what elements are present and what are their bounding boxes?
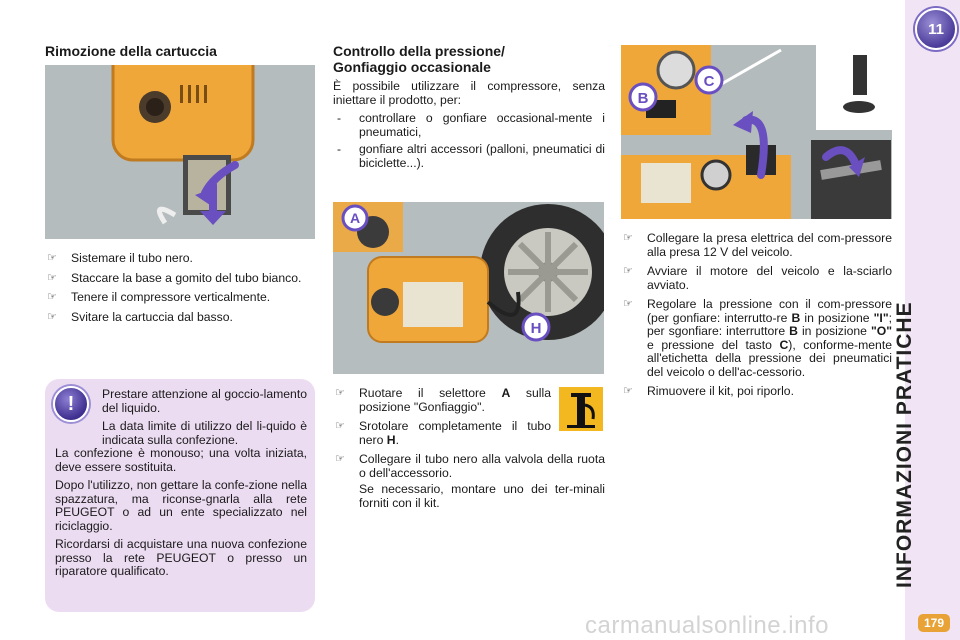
- cartridge-illustration: [45, 65, 315, 239]
- pointing-hand-icon: ☞: [335, 387, 345, 399]
- warning-icon: !: [53, 386, 89, 422]
- watermark: carmanualsonline.info: [585, 612, 829, 639]
- inflation-illustration: [333, 202, 604, 374]
- warning-paragraph: Prestare attenzione al goccio-lamento del liquido.: [102, 387, 307, 415]
- list-item: ☞ Rimuovere il kit, poi riporlo.: [623, 384, 794, 398]
- warning-paragraph: Ricordarsi di acquistare una nuova confezione presso la rete PEUGEOT o presso un riparatore qualificato.: [55, 537, 307, 578]
- right-bullet-list: [621, 232, 892, 405]
- chapter-title: INFORMAZIONI PRATICHE: [893, 301, 916, 588]
- list-item: ☞ Sistemare il tubo nero.: [47, 251, 193, 265]
- callout-label-h: H: [530, 320, 542, 337]
- middle-heading-line1: Controllo della pressione/: [333, 43, 505, 59]
- list-item: ☞ Avviare il motore del veicolo e la-sciarlo avviato.: [623, 264, 892, 292]
- list-item: ☞ Srotolare completamente il tubo nero H.: [335, 419, 551, 447]
- pointing-hand-icon: ☞: [47, 271, 57, 284]
- pointing-hand-icon: ☞: [47, 252, 57, 264]
- left-heading: Rimozione della cartuccia: [45, 43, 217, 59]
- list-item: ☞ Svitare la cartuccia dal basso.: [47, 309, 233, 324]
- list-item: ☞ Collegare la presa elettrica del com-pressore alla presa 12 V del veicolo.: [623, 231, 892, 259]
- intro-text: È possibile utilizzare il compressore, senza iniettare il prodotto, per:: [333, 79, 605, 107]
- pointing-hand-icon: ☞: [623, 385, 633, 397]
- list-item: ☞ Ruotare il selettore A sulla posizione "Gonfiaggio".: [335, 386, 551, 414]
- pointing-hand-icon: ☞: [623, 298, 633, 310]
- warning-paragraph: La confezione è monouso; una volta iniziata, deve essere sostituita.: [55, 446, 307, 474]
- page-number: 179: [918, 614, 950, 632]
- callout-label-c: C: [703, 73, 715, 90]
- electrical-connection-illustration: [621, 45, 892, 219]
- list-item: ☞ Staccare la base a gomito del tubo bianco.: [47, 270, 302, 285]
- middle-intro-block: [333, 80, 605, 174]
- list-item: - gonfiare altri accessori (palloni, pneumatici di biciclette...).: [337, 142, 605, 170]
- warning-paragraph: Dopo l'utilizzo, non gettare la confe-zione nella spazzatura, ma riconse-gnarla alla rete PEUGEOT o ad un ente specializzato nel riciclaggio.: [55, 478, 307, 533]
- warning-text-bottom: [55, 447, 307, 584]
- warning-paragraph: La data limite di utilizzo del li-quido è indicata sulla confezione.: [102, 419, 307, 447]
- callout-label-b: B: [637, 90, 649, 107]
- list-item: ☞ Tenere il compressore verticalmente.: [47, 290, 271, 304]
- list-item: ☞ Regolare la pressione con il com-pressore (per gonfiare: interrutto-re B in posizione "I"; per sgonfiare: interruttore B in posizione "O" e pressione del tasto C), conforme-mente all'etichetta della pressione dei pneumatici del veicolo o dell'ac-cessorio.: [623, 297, 893, 379]
- warning-text-top: [102, 388, 307, 447]
- left-bullet-list: [45, 252, 315, 330]
- inflate-symbol-icon: [559, 387, 603, 431]
- chapter-number-badge: 11: [915, 8, 957, 50]
- pointing-hand-icon: ☞: [47, 291, 57, 303]
- callout-label-a: A: [349, 210, 361, 226]
- pointing-hand-icon: ☞: [47, 310, 57, 323]
- list-item: - controllare o gonfiare occasional-mente i pneumatici,: [337, 111, 605, 139]
- left-heading-wrap: [45, 43, 315, 59]
- pointing-hand-icon: ☞: [335, 453, 345, 465]
- pointing-hand-icon: ☞: [335, 420, 345, 432]
- pointing-hand-icon: ☞: [623, 265, 633, 277]
- list-item: ☞ Collegare il tubo nero alla valvola della ruota o dell'accessorio.: [335, 452, 605, 480]
- middle-heading-wrap: [333, 43, 605, 75]
- list-item-note: Se necessario, montare uno dei ter-minali forniti con il kit.: [359, 482, 605, 510]
- pointing-hand-icon: ☞: [623, 232, 633, 244]
- middle-heading-line2: Gonfiaggio occasionale: [333, 59, 491, 75]
